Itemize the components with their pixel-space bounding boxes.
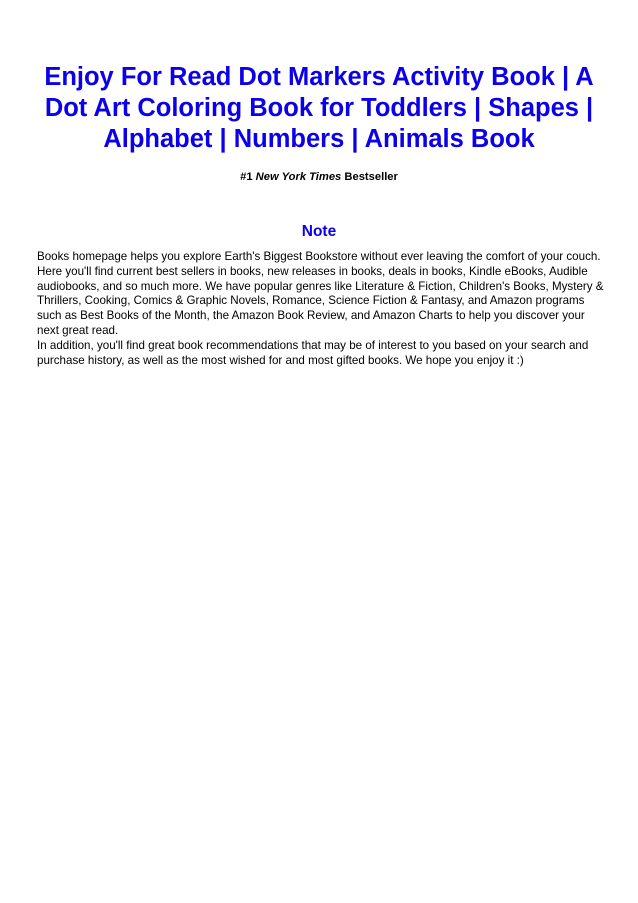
- note-heading: Note: [301, 223, 337, 240]
- document-title: Enjoy For Read Dot Markers Activity Book | A Dot Art Coloring Book for Toddlers | Shapes | Alphabet | Numbers | Animals Book: [44, 63, 594, 153]
- bestseller-rank: #1: [240, 171, 253, 183]
- note-body: [37, 250, 607, 368]
- bestseller-label: Bestseller: [344, 171, 398, 183]
- note-paragraph: In addition, you'll find great book recommendations that may be of interest to you based on your search and purchase history, as well as the most wished for and most gifted books. We hope you enjoy it :): [37, 338, 589, 367]
- bestseller-line: [0, 170, 638, 184]
- note-paragraph: Books homepage helps you explore Earth's Biggest Bookstore without ever leaving the comfort of your couch. Here you'll find current best sellers in books, new releases in books, deals in books, Kindle eBooks, Audible audiobooks, and so much more. We have popular genres like Literature & Fiction, Children's Books, Mystery & Thrillers, Cooking, Comics & Graphic Novels, Romance, Science Fiction & Fantasy, and Amazon programs such as Best Books of the Month, the Amazon Book Review, and Amazon Charts to help you discover your next great read.: [37, 250, 604, 337]
- bestseller-publication: New York Times: [255, 171, 342, 183]
